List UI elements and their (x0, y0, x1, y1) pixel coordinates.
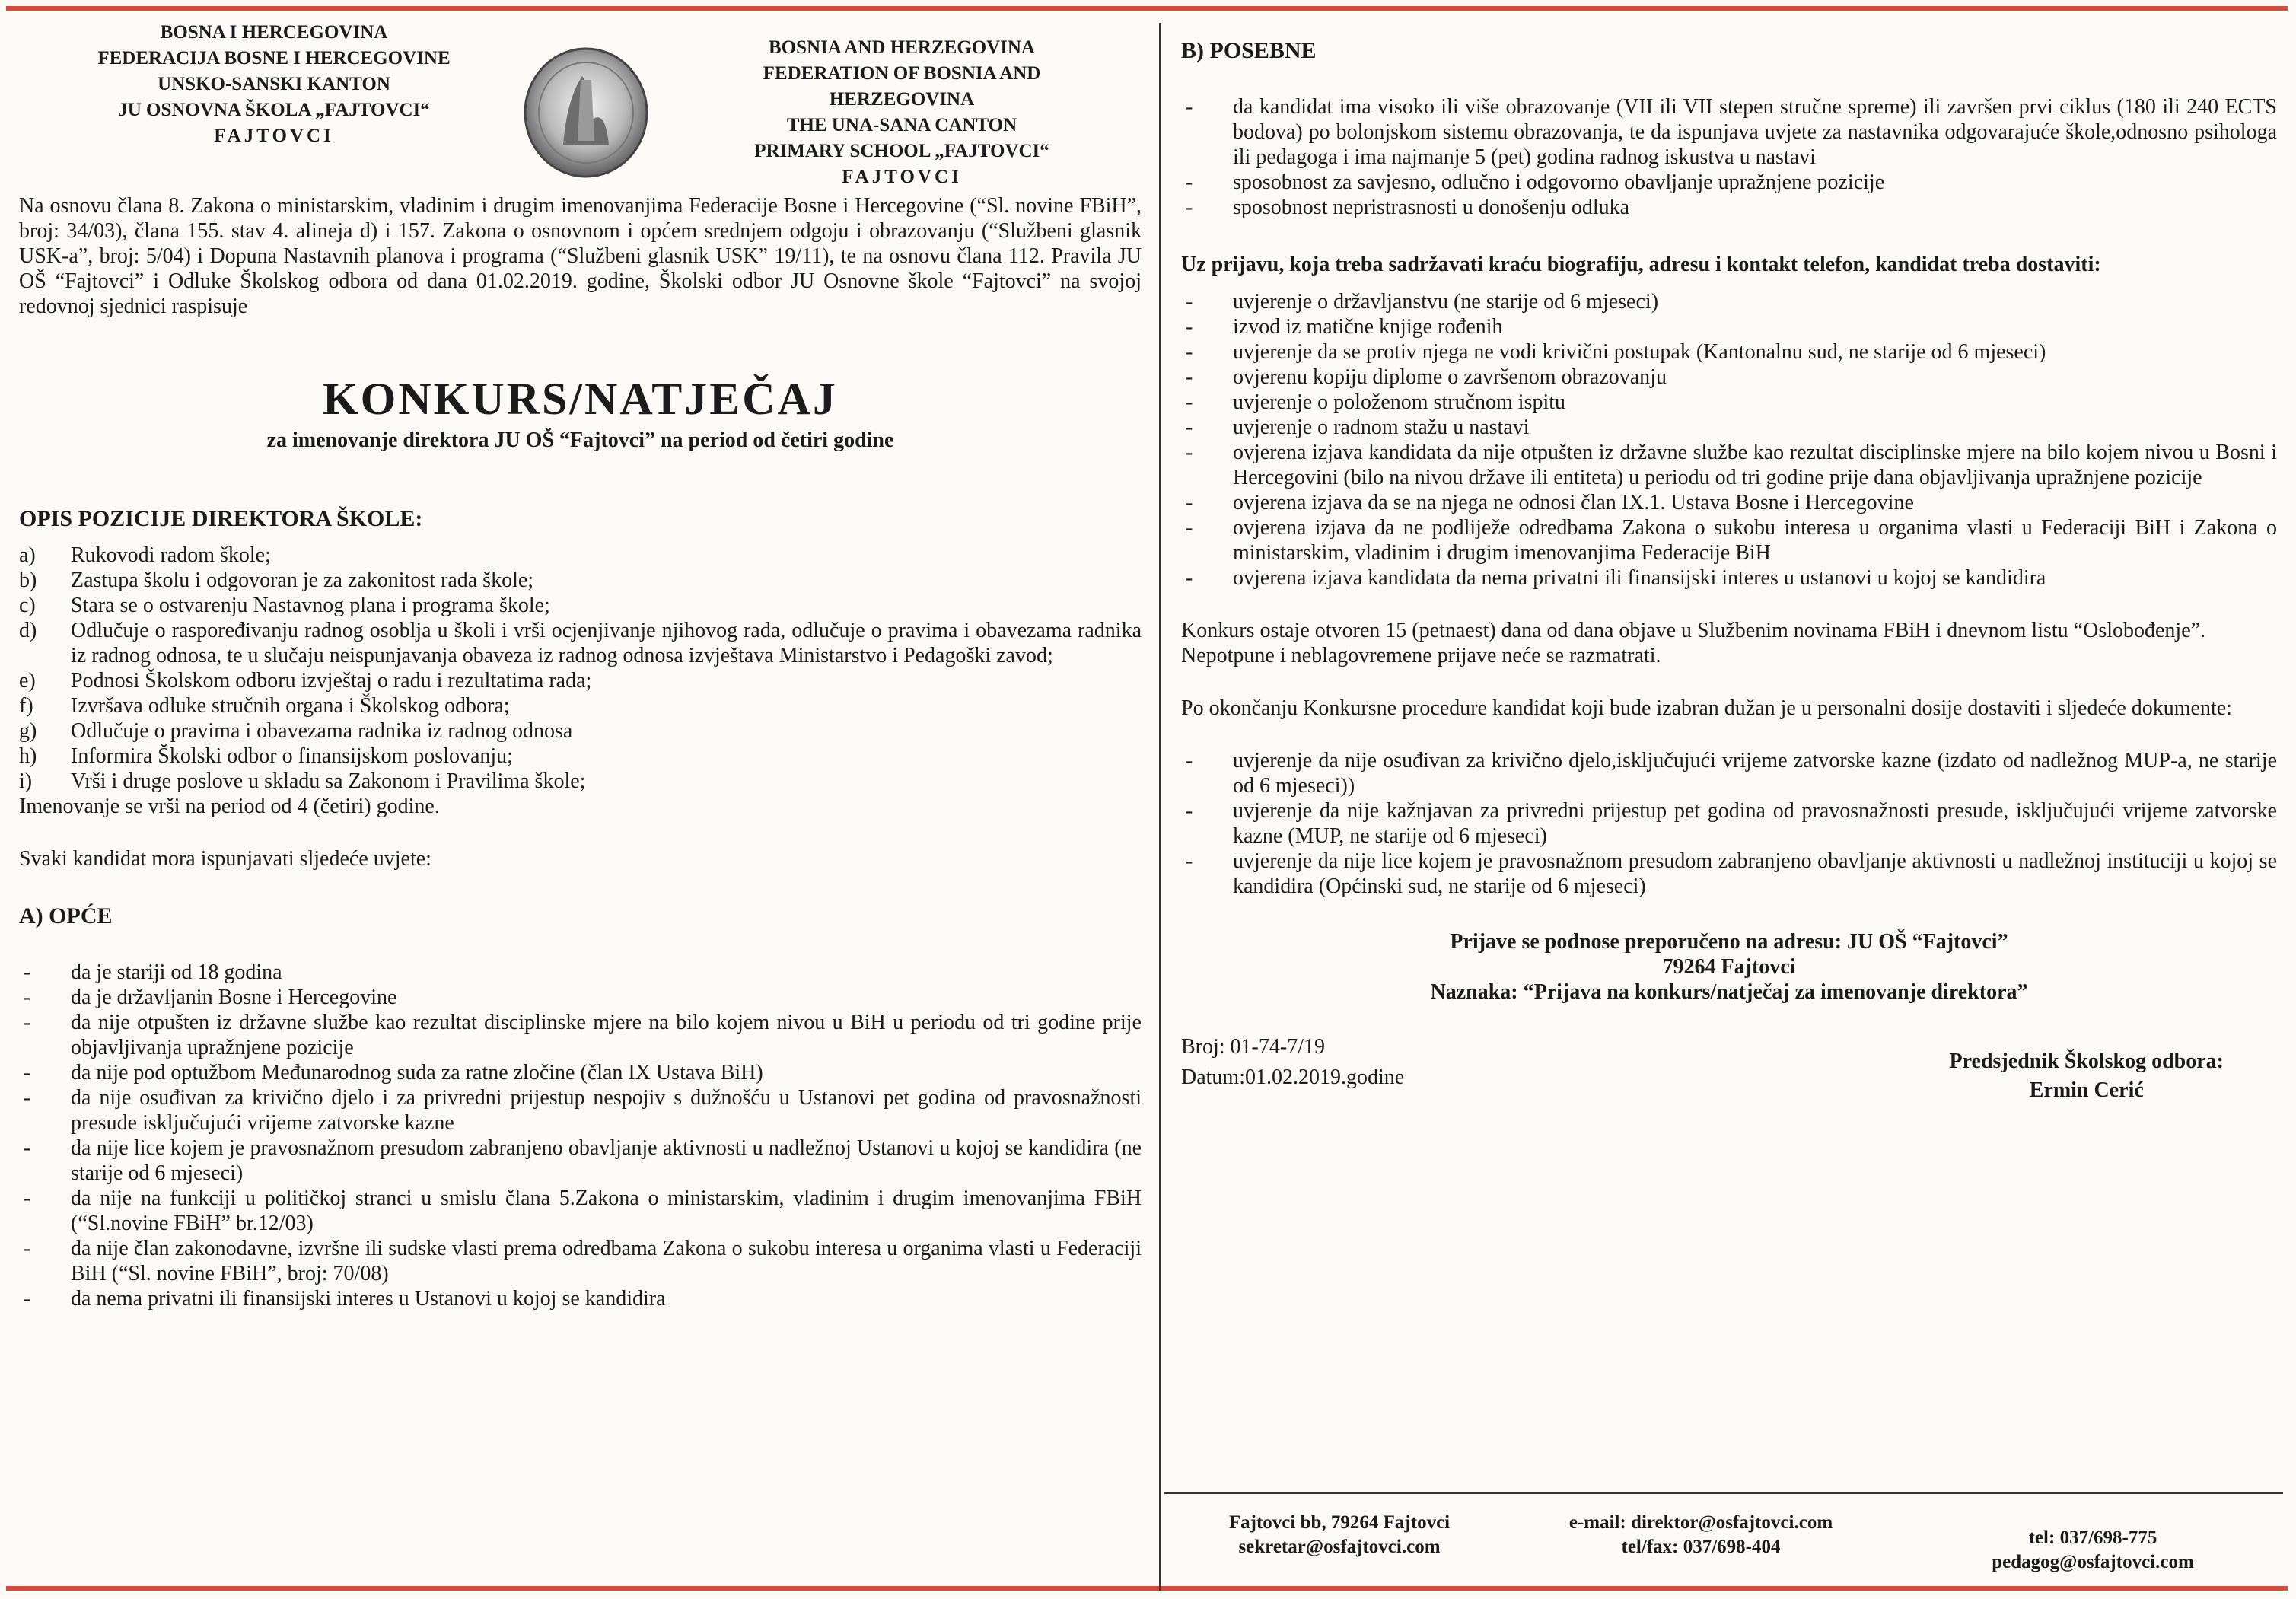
list-item (1181, 515, 2277, 565)
list-item-text: da kandidat ima visoko ili više obrazovanje (VII ili VII stepen stručne spreme) ili završen prvi ciklus (180 ili 240 ECTS bodova) po bolonjskom sistemu obrazovanja, te da ispunjava uvjete za nastavnika odgovarajuće škole,odnosno psihologa ili pedagoga i ima najmanje 5 (pet) godina radnog iskustva u nastavi (1233, 95, 2277, 169)
list-item (1181, 314, 2277, 339)
list-item-text: Zastupa školu i odgovoran je za zakonitost rada škole; (71, 569, 534, 592)
list-item (19, 1186, 1142, 1236)
list-item (1181, 170, 2277, 195)
list-item-text: da nije otpušten iz državne službe kao rezultat disciplinske mjere na bilo kojem nivou u BiH u periodu od tri godine prije objavljivanja upražnjene pozicije (71, 1011, 1142, 1059)
dash-marker: - (1186, 340, 1193, 364)
list-item-text: sposobnost za savjesno, odlučno i odgovorno obavljanje upražnjene pozicije (1233, 170, 1885, 194)
list-item-text: Vrši i druge poslove u skladu sa Zakonom i Pravilima škole; (71, 769, 586, 793)
list-item-text: uvjerenje da se protiv njega ne vodi krivični postupak (Kantonalnu sud, ne starije od 6 mjeseci) (1233, 340, 2046, 364)
list-item (19, 618, 1142, 668)
list-item-text: da nije pod optužbom Međunarodnog suda za ratne zločine (član IX Ustava BiH) (71, 1061, 763, 1085)
footer-contact-block (1530, 1511, 1872, 1559)
footer-address-block (1195, 1511, 1484, 1559)
list-marker: e) (19, 669, 36, 693)
list-item (1181, 415, 2277, 440)
letterhead (19, 14, 1142, 189)
prijave-postcode-line: 79264 Fajtovci (1662, 955, 1796, 979)
footer-pedagog-email: pedagog@osfajtovci.com (1992, 1552, 2194, 1572)
list-item (1181, 390, 2277, 415)
opce-list (19, 960, 1142, 1311)
footer-address: Fajtovci bb, 79264 Fajtovci (1228, 1512, 1451, 1533)
letterhead-line: FEDERATION OF BOSNIA AND HERZEGOVINA (763, 63, 1041, 110)
letterhead-line: FAJTOVCI (842, 167, 962, 187)
letterhead-line: FAJTOVCI (214, 126, 334, 146)
list-item (1181, 339, 2277, 365)
dokumenti-list (1181, 289, 2277, 591)
dash-marker: - (1186, 749, 1193, 772)
dash-marker: - (1186, 390, 1193, 414)
dash-marker: - (1186, 315, 1193, 339)
signatory-name: Ermin Cerić (2029, 1078, 2144, 1102)
izabran-list (1181, 748, 2277, 899)
reference-block (1181, 1032, 1404, 1093)
list-item-text: Informira Školski odbor o finansijskom poslovanju; (71, 744, 513, 768)
list-item-text: sposobnost nepristrasnosti u donošenju odluka (1233, 196, 1630, 219)
list-item (1181, 440, 2277, 490)
list-item (19, 1236, 1142, 1286)
list-item (19, 744, 1142, 769)
list-item (1181, 94, 2277, 170)
list-item (1181, 490, 2277, 515)
letterhead-line: UNSKO-SANSKI KANTON (158, 74, 390, 94)
letterhead-line: PRIMARY SCHOOL „FAJTOVCI“ (754, 141, 1049, 161)
letterhead-line: JU OSNOVNA ŠKOLA „FAJTOVCI“ (118, 100, 430, 120)
list-marker: a) (19, 543, 36, 567)
list-item (19, 1010, 1142, 1060)
letterhead-english (689, 35, 1115, 190)
dash-marker: - (1186, 799, 1193, 823)
dash-marker: - (24, 1237, 31, 1260)
footer-tel: tel: 037/698-775 (2028, 1527, 2157, 1548)
list-item-text: da nije član zakonodavne, izvršne ili sudske vlasti prema odredbama Zakona o sukobu interesa u organima vlasti u Federaciji BiH (“Sl. novine FBiH”, broj: 70/08) (71, 1237, 1142, 1285)
letterhead-line: FEDERACIJA BOSNE I HERCEGOVINE (97, 48, 451, 68)
list-item (19, 693, 1142, 718)
opis-list (19, 543, 1142, 794)
list-item (19, 543, 1142, 568)
list-item (19, 568, 1142, 593)
list-item (1181, 289, 2277, 314)
list-item (1181, 849, 2277, 899)
list-item (19, 1136, 1142, 1186)
dash-marker: - (1186, 849, 1193, 873)
list-item (1181, 365, 2277, 390)
list-item-text: ovjerena izjava da se na njega ne odnosi član IX.1. Ustava Bosne i Hercegovine (1233, 491, 1914, 514)
po-okoncanju-text: Po okončanju Konkursne procedure kandidat koji bude izabran dužan je u personalni dosije dostaviti i sljedeće dokumente: (1181, 696, 2232, 720)
list-marker: f) (19, 694, 33, 718)
prijave-address-line: Prijave se podnose preporučeno na adresu: JU OŠ “Fajtovci” (1450, 930, 2008, 954)
list-item (1181, 748, 2277, 798)
right-column (1181, 38, 2277, 1116)
list-item-text: ovjerena izjava da ne podliježe odredbama Zakona o sukobu interesa u organima vlasti u Federaciji BiH i Zakona o ministarskim, vladinim i drugim imenovanjima Federacije BiH (1233, 516, 2277, 565)
list-item-text: da nema privatni ili finansijski interes u Ustanovi u kojoj se kandidira (71, 1287, 666, 1311)
uvjeti-intro: Svaki kandidat mora ispunjavati sljedeće uvjete: (19, 847, 431, 871)
dash-marker: - (1186, 365, 1193, 389)
footer-phone-block (1933, 1526, 2253, 1575)
list-item-text: Podnosi Školskom odboru izvještaj o radu i rezultatima rada; (71, 669, 592, 693)
list-item (19, 1085, 1142, 1136)
dash-marker: - (1186, 441, 1193, 464)
list-item (19, 1286, 1142, 1311)
letterhead-line: BOSNIA AND HERZEGOVINA (768, 37, 1036, 58)
dash-marker: - (24, 1011, 31, 1034)
list-marker: i) (19, 769, 33, 793)
footer-rule (1164, 1492, 2283, 1494)
dash-marker: - (1186, 95, 1193, 119)
list-item-text: izvod iz matične knjige rođenih (1233, 315, 1503, 339)
list-item (1181, 565, 2277, 591)
letterhead-bosnian (72, 20, 476, 149)
list-item-text: ovjerena izjava kandidata da nema privatni ili finansijski interes u ustanovi u kojoj se kandidira (1233, 566, 2046, 590)
list-item-text: da nije lice kojem je pravosnažnom presudom zabranjeno obavljanje aktivnosti u nadležnoj Ustanovi u kojoj se kandidira (ne starije od 6 mjeseci) (71, 1136, 1142, 1185)
posebne-list (1181, 94, 2277, 220)
dash-marker: - (24, 1287, 31, 1311)
list-item-text: uvjerenje da nije lice kojem je pravosnažnom presudom zabranjeno obavljanje aktivnosti u nadležnoj instituciji u kojoj se kandidira (Općinski sud, ne starije od 6 mjeseci) (1233, 849, 2277, 898)
school-seal-icon (521, 46, 651, 179)
dash-marker: - (1186, 196, 1193, 219)
footer-telfax: tel/fax: 037/698-404 (1621, 1537, 1781, 1557)
list-item (1181, 798, 2277, 849)
uz-prijavu-heading: Uz prijavu, koja treba sadržavati kraću biografiju, adresu i kontakt telefon, kandidat treba dostaviti: (1181, 253, 2101, 276)
list-item-text: da je državljanin Bosne i Hercegovine (71, 986, 397, 1009)
list-item-text: Izvršava odluke stručnih organa i Školskog odbora; (71, 694, 510, 718)
signatory-role: Predsjednik Školskog odbora: (1949, 1050, 2224, 1073)
list-item (19, 718, 1142, 744)
dash-marker: - (1186, 566, 1193, 590)
list-item (19, 769, 1142, 794)
nepotpune-text: Nepotpune i neblagovremene prijave neće se razmatrati. (1181, 644, 1661, 667)
list-item (19, 960, 1142, 985)
intro-paragraph: Na osnovu člana 8. Zakona o ministarskim, vladinim i drugim imenovanjima Federacije Bosne i Hercegovine (“Sl. novine FBiH”, broj: 34/03), člana 155. stav 4. alineja d) i 157. Zakona o osnovnom i općem srednjem odgoju i obrazovanju (“Službeni glasnik USK-a”, broj: 5/04) i Dopuna Nastavnih planova i programa (“Službeni glasnik USK” 19/11), te na osnovu člana 112. Pravila JU OŠ “Fajtovci” i Odluke Školskog odbora od dana 01.02.2019. godine, Školski odbor JU Osnovne škole “Fajtovci” na svojoj redovnoj sjednici raspisuje (19, 194, 1142, 318)
list-item (19, 985, 1142, 1010)
dash-marker: - (1186, 516, 1193, 540)
section-heading-posebne: B) POSEBNE (1181, 38, 1317, 63)
list-item-text: da nije osuđivan za krivično djelo i za privredni prijestup nespojiv s dužnošću u Ustanovi pet godina od pravosnažnosti presude isključujući vrijeme zatvorske kazne (71, 1086, 1142, 1135)
dash-marker: - (24, 960, 31, 984)
dash-marker: - (24, 1187, 31, 1210)
prijave-naznaka-line: Naznaka: “Prijava na konkurs/natječaj za imenovanje direktora” (1430, 980, 2028, 1004)
dash-marker: - (24, 1061, 31, 1085)
list-item-text: Odlučuje o raspoređivanju radnog osoblja u školi i vrši ocjenjivanje njihovog rada, odlučuje o pravima i obavezama radnika iz radnog odnosa, te u slučaju neispunjavanja obaveza iz radnog odnosa izvještava Ministarstvo i Pedagoški zavod; (71, 619, 1142, 667)
imenovanje-text: Imenovanje se vrši na period od 4 (četiri) godine. (19, 795, 440, 818)
footer-sekretar-email: sekretar@osfajtovci.com (1238, 1537, 1441, 1557)
dash-marker: - (1186, 290, 1193, 314)
dash-marker: - (1186, 170, 1193, 194)
list-item-text: ovjerena izjava kandidata da nije otpušten iz državne službe kao rezultat disciplinske mjere na bilo kojem nivou u Bosni i Hercegovini (bilo na nivou države ili entiteta) u periodu od tri godine prije dana objavljivanja upražnjene pozicije (1233, 441, 2277, 489)
list-marker: h) (19, 744, 37, 768)
dash-marker: - (24, 1136, 31, 1160)
dash-marker: - (24, 1086, 31, 1110)
list-marker: d) (19, 619, 37, 642)
list-item-text: uvjerenje da nije kažnjavan za privredni prijestup pet godina od pravosnažnosti presude, isključujući vrijeme zatvorske kazne (MUP, ne starije od 6 mjeseci) (1233, 799, 2277, 848)
left-column (19, 14, 1142, 1311)
section-heading-opis: OPIS POZICIJE DIREKTORA ŠKOLE: (19, 506, 423, 531)
letterhead-line: THE UNA-SANA CANTON (786, 115, 1017, 135)
list-item-text: Stara se o ostvarenju Nastavnog plana i programa škole; (71, 594, 550, 617)
footer-email: e-mail: direktor@osfajtovci.com (1568, 1512, 1833, 1533)
list-item-text: uvjerenje o položenom stručnom ispitu (1233, 390, 1566, 414)
list-marker: g) (19, 719, 37, 743)
list-item (19, 1060, 1142, 1085)
konkurs-otvoren-text: Konkurs ostaje otvoren 15 (petnaest) dana od dana objave u Službenim novinama FBiH i dnevnom listu “Oslobođenje”. (1181, 619, 2206, 642)
list-item-text: ovjerenu kopiju diplome o završenom obrazovanju (1233, 365, 1667, 389)
list-item (19, 593, 1142, 618)
letterhead-line: BOSNA I HERCEGOVINA (160, 22, 388, 43)
list-item-text: da je stariji od 18 godina (71, 960, 282, 984)
list-item-text: uvjerenje o državljanstvu (ne starije od 6 mjeseci) (1233, 290, 1659, 314)
list-item-text: Rukovodi radom škole; (71, 543, 271, 567)
signature-block (1181, 1032, 2277, 1116)
list-item-text: uvjerenje o radnom stažu u nastavi (1233, 416, 1530, 439)
reference-number: Broj: 01-74-7/19 (1181, 1035, 1325, 1059)
list-item (1181, 195, 2277, 220)
list-item (19, 668, 1142, 693)
signatory (1950, 1047, 2224, 1105)
dash-marker: - (1186, 491, 1193, 514)
section-heading-opce: A) OPĆE (19, 903, 113, 929)
list-marker: b) (19, 569, 37, 592)
column-divider (1159, 23, 1161, 1591)
list-item-text: Odlučuje o pravima i obavezama radnika iz radnog odnosa (71, 719, 573, 743)
list-marker: c) (19, 594, 36, 617)
dash-marker: - (1186, 416, 1193, 439)
dash-marker: - (24, 986, 31, 1009)
reference-date: Datum:01.02.2019.godine (1181, 1065, 1405, 1089)
list-item-text: uvjerenje da nije osuđivan za krivično djelo,isključujući vrijeme zatvorske kazne (izdato od nadležnog MUP-a, ne starije od 6 mjeseci)) (1233, 749, 2277, 798)
document-subtitle: za imenovanje direktora JU OŠ “Fajtovci” na period od četiri godine (266, 428, 894, 452)
document-title: KONKURS/NATJEČAJ (323, 374, 838, 424)
list-item-text: da nije na funkciji u političkoj stranci u smislu člana 5.Zakona o ministarskim, vladinim i drugim imenovanjima FBiH (“Sl.novine FBiH” br.12/03) (71, 1187, 1142, 1235)
